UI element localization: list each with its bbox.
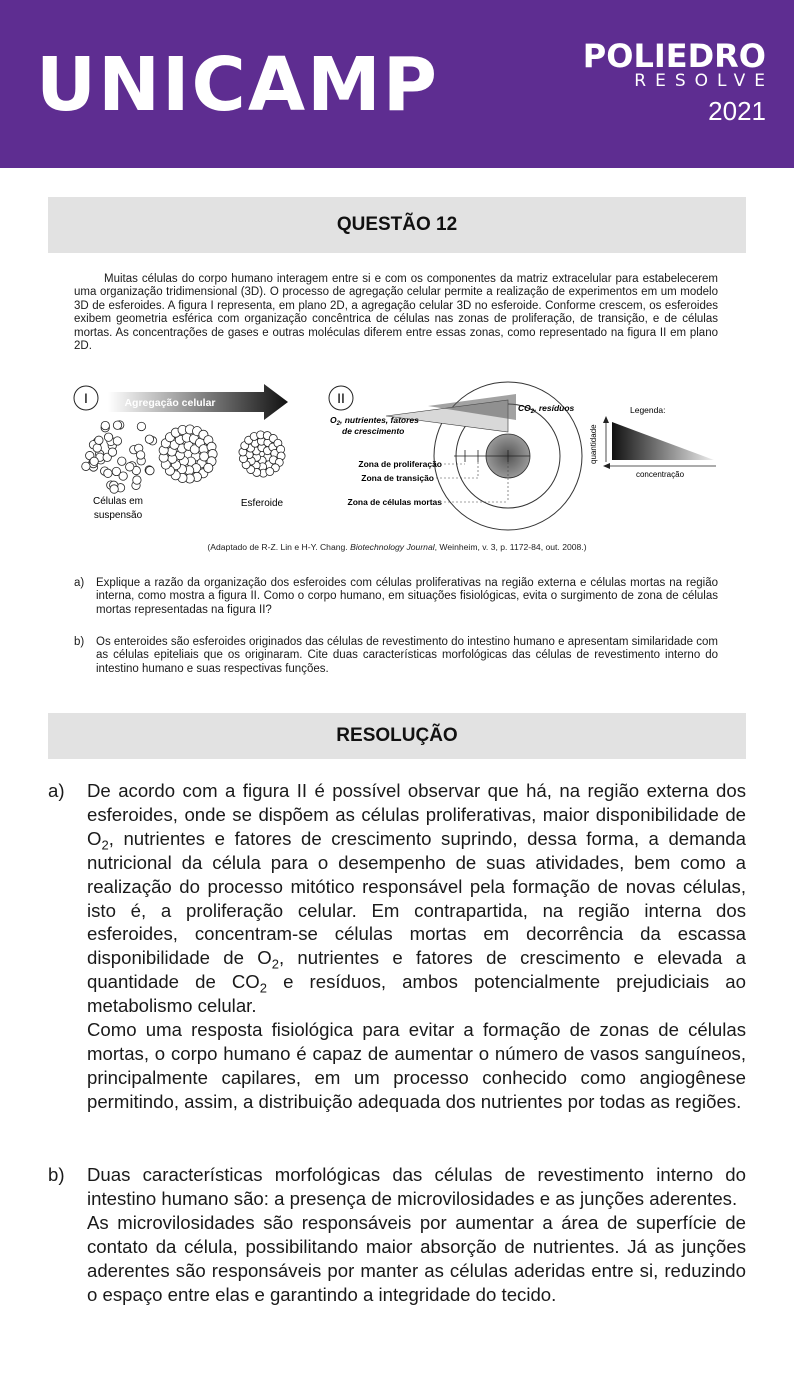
source-prefix: (Adaptado de R-Z. Lin e H-Y. Chang. <box>207 542 351 552</box>
legend-x-arrowhead <box>603 463 610 469</box>
cell <box>118 457 126 465</box>
brand-resolve: RESOLVE <box>634 71 774 91</box>
question-item-b <box>74 636 718 676</box>
resolution-a-label: a) <box>48 780 65 801</box>
co2-label: $CO_2$, resíduos <box>518 403 575 415</box>
poliedro-resolve-brand <box>582 37 774 126</box>
zone-dead-cells-label: Zona de células mortas <box>347 497 442 507</box>
cell <box>119 472 127 480</box>
cell <box>137 422 145 430</box>
unicamp-logo: UNICAMP <box>36 42 440 128</box>
cell <box>90 457 98 465</box>
cell <box>101 421 109 429</box>
resolution-a-paragraph-2: Como uma resposta fisiológica para evitar a formação de zonas de células mortas, o corpo humano é capaz de aumentar o número de vasos sanguíneos, principalmente capilares, em um processo conhecido como angiogênese permitindo, assim, a distribuição adequada dos nutrientes por todas as regiões. <box>87 1019 746 1112</box>
o2-label-1: $O_2$, nutrientes, fatores <box>330 415 419 427</box>
cell <box>113 437 121 445</box>
spheroid-label: Esferoide <box>240 498 284 509</box>
cell <box>108 448 116 456</box>
resolution-b-label: b) <box>48 1164 65 1185</box>
brand-year: 2021 <box>708 95 766 126</box>
cell <box>93 444 101 452</box>
figure-source <box>0 542 794 552</box>
source-suffix: , Weinheim, v. 3, p. 1172-84, out. 2008.) <box>434 542 587 552</box>
cell <box>82 462 90 470</box>
cell <box>104 433 112 441</box>
fig2-label: II <box>337 390 345 406</box>
cell <box>110 485 118 493</box>
o2-label-2: de crescimento <box>342 426 405 436</box>
cell <box>104 469 112 477</box>
item-a-text: Explique a razão da organização dos esferoides com células proliferativas na região externa e células mortas na região interna, como mostra a figura II. Como o corpo humano, em situações fisiológicas, evita o surgimento de zona de células mortas representadas na figura II? <box>96 577 718 616</box>
resolution-item-a <box>48 779 746 1114</box>
cell <box>136 451 144 459</box>
question-title: QUESTÃO 12 <box>48 197 746 253</box>
legend-gradient <box>612 422 714 460</box>
cell <box>146 466 154 474</box>
legend-y-arrowhead <box>603 416 609 423</box>
item-b-label: b) <box>74 636 85 648</box>
resolution-b-paragraph-1: Duas características morfológicas das células de revestimento interno do intestino humano são: a presença de microvilosidades e as junções aderentes. <box>87 1164 746 1209</box>
legend-x-label: concentração <box>635 470 685 479</box>
zone-transition-label: Zona de transição <box>361 473 434 483</box>
aggregating-cells <box>159 425 217 483</box>
item-b-text: Os enteroides são esferoides originados das células de revestimento do intestino humano e apresentam similaridade com as células epiteliais que os originaram. Cite duas características morfológicas das células de revestimento interno do intestino humano e suas respectivas funções. <box>96 636 718 675</box>
cell <box>126 463 134 471</box>
aggregation-arrow-label: Agregação celular <box>124 397 216 409</box>
question-item-a <box>74 577 718 617</box>
spheroid-figure <box>60 378 740 538</box>
header-banner <box>0 0 794 168</box>
legend-y-label: quantidade <box>589 424 598 464</box>
item-a-label: a) <box>74 577 85 589</box>
cell <box>145 435 153 443</box>
cells-suspension-label-1: Células em <box>92 496 144 507</box>
cell <box>266 468 274 476</box>
question-intro: Muitas células do corpo humano interagem entre si e com os componentes da matriz extracelular para estabelecerem uma organização tridimensional (3D). O processo de agregação celular permite a realização de experimentos em um modelo 3D de esferoides. A figura I representa, em plano 2D, a agregação celular 3D no esferoide. Conforme crescem, os esferoides exibem geometria esférica com organização concêntrica de células nas zonas de proliferação, de transição, e de células mortas. As concentrações de gases e outras moléculas diferem entre essas zonas, como representado na figura II em plano 2D. <box>74 273 718 353</box>
cell <box>113 421 121 429</box>
zone-proliferation-label: Zona de proliferação <box>358 459 442 469</box>
brand-poliedro: POLIEDRO <box>582 37 766 75</box>
cells-in-suspension <box>82 421 157 493</box>
figure-one <box>74 384 288 521</box>
spheroid-cluster <box>239 431 285 477</box>
resolution-b-paragraph-2: As microvilosidades são responsáveis por aumentar a área de superfície de contato da célula, possibilitando maior absorção de nutrientes. Já as junções aderentes são responsáveis por manter as células aderidas entre si, reduzindo o espaço entre elas e garantindo a integridade do tecido. <box>87 1211 746 1305</box>
legend-title: Legenda: <box>630 405 666 415</box>
figure-two <box>329 382 716 530</box>
fig1-label: I <box>84 390 88 406</box>
resolution-title: RESOLUÇÃO <box>48 713 746 759</box>
resolution-item-b <box>48 1163 746 1306</box>
cell <box>133 476 141 484</box>
cell <box>204 463 213 472</box>
source-journal: Biotechnology Journal <box>350 542 435 552</box>
cell <box>95 436 103 444</box>
cells-suspension-label-2: suspensão <box>93 510 143 521</box>
resolution-a-paragraph-1: De acordo com a figura II é possível observar que há, na região externa dos esferoides, onde se dispõem as células proliferativas, maior disponibilidade de $O_2$, nutrientes e fatores de crescimento suprindo, dessa forma, a demanda nutricional da célula para o desempenho de suas atividades, bem como a realização do processo mitótico responsável pela formação de novas células, isto é, a proliferação celular. Em contrapartida, na região interna dos esferoides, concentram-se células mortas em decorrência da escassa disponibilidade de $O_2$, nutrientes e fatores de crescimento e elevada a quantidade de $CO_2$ e resíduos, ambos potencialmente prejudiciais ao metabolismo celular. <box>87 780 746 1017</box>
